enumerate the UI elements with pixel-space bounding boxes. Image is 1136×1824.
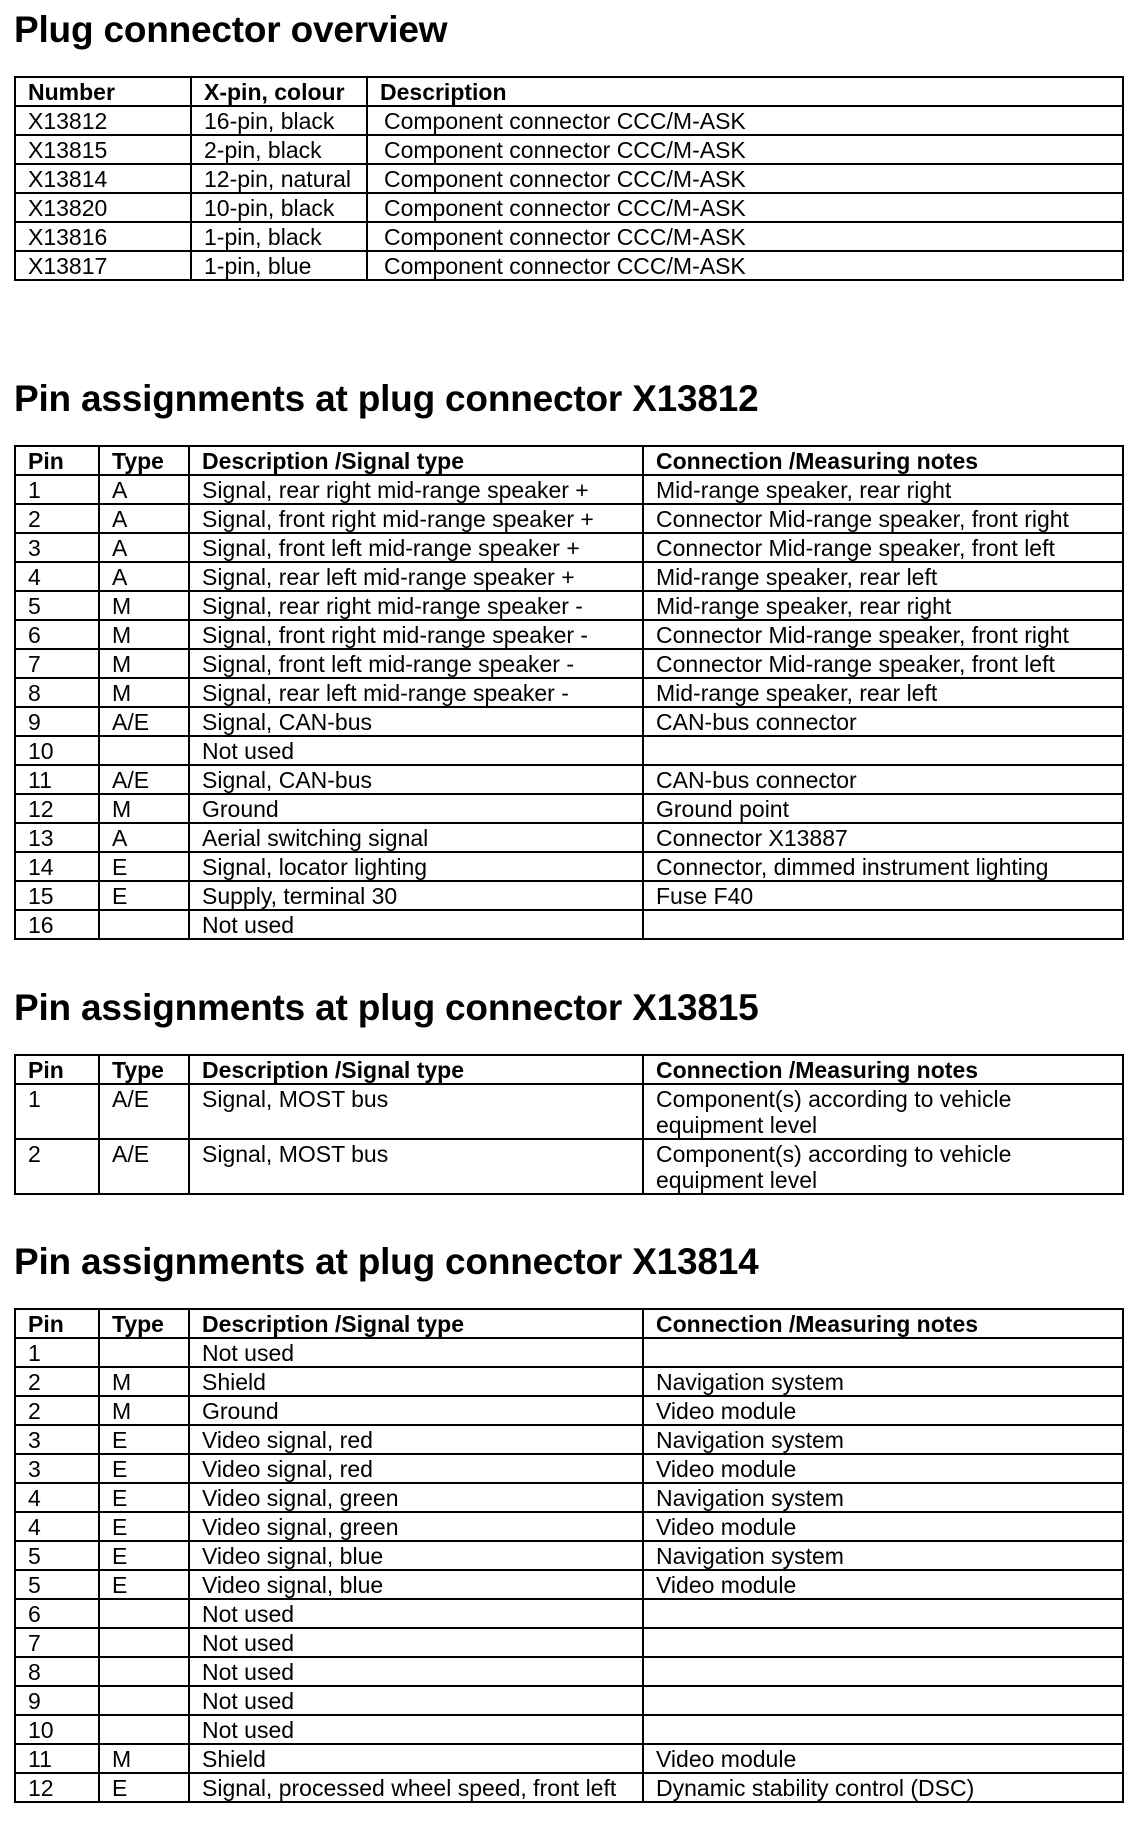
x13812-cell-connection <box>643 736 1123 765</box>
x13814-title: Pin assignments at plug connector X13814 <box>14 1241 759 1282</box>
x13815-row-2 <box>15 1139 1123 1194</box>
x13812-cell-description: Signal, CAN-bus <box>189 707 643 736</box>
x13812-cell-description: Signal, front right mid-range speaker - <box>189 620 643 649</box>
x13814-cell-type: E <box>99 1483 189 1512</box>
x13814-cell-description: Shield <box>189 1744 643 1773</box>
x13812-cell-type: M <box>99 591 189 620</box>
x13812-cell-type: A <box>99 475 189 504</box>
overview-cell-xpin: 16-pin, black <box>191 106 367 135</box>
x13812-cell-pin: 12 <box>15 794 99 823</box>
x13812-cell-description: Supply, terminal 30 <box>189 881 643 910</box>
x13814-cell-description: Video signal, green <box>189 1483 643 1512</box>
x13812-cell-pin: 11 <box>15 765 99 794</box>
x13814-row-3 <box>15 1396 1123 1425</box>
x13814-cell-connection: Navigation system <box>643 1483 1123 1512</box>
x13814-cell-pin: 10 <box>15 1715 99 1744</box>
x13812-cell-type: M <box>99 620 189 649</box>
x13812-cell-pin: 2 <box>15 504 99 533</box>
x13812-cell-pin: 5 <box>15 591 99 620</box>
x13814-row-6 <box>15 1483 1123 1512</box>
x13815-cell-description: Signal, MOST bus <box>189 1139 643 1194</box>
x13814-header-row <box>15 1309 1123 1338</box>
overview-cell-number: X13816 <box>15 222 191 251</box>
x13814-cell-description: Video signal, blue <box>189 1541 643 1570</box>
x13814-cell-connection <box>643 1715 1123 1744</box>
x13812-cell-pin: 6 <box>15 620 99 649</box>
x13814-cell-connection <box>643 1599 1123 1628</box>
x13812-cell-pin: 13 <box>15 823 99 852</box>
x13814-cell-type: E <box>99 1425 189 1454</box>
x13812-table <box>14 445 1124 940</box>
x13814-row-16 <box>15 1773 1123 1802</box>
x13812-cell-description: Not used <box>189 910 643 939</box>
x13812-cell-connection: Connector Mid-range speaker, front left <box>643 533 1123 562</box>
x13814-cell-description: Not used <box>189 1338 643 1367</box>
x13814-row-8 <box>15 1541 1123 1570</box>
x13812-header-row <box>15 446 1123 475</box>
x13812-cell-type: A/E <box>99 765 189 794</box>
x13812-cell-type <box>99 910 189 939</box>
x13814-cell-type <box>99 1338 189 1367</box>
x13814-cell-connection <box>643 1338 1123 1367</box>
x13814-cell-description: Video signal, red <box>189 1425 643 1454</box>
overview-row-1 <box>15 106 1123 135</box>
x13812-cell-connection: Connector Mid-range speaker, front right <box>643 620 1123 649</box>
x13815-header-type: Type <box>99 1055 189 1084</box>
x13814-cell-connection: Navigation system <box>643 1367 1123 1396</box>
x13814-cell-type <box>99 1715 189 1744</box>
x13814-cell-pin: 9 <box>15 1686 99 1715</box>
x13814-cell-pin: 5 <box>15 1570 99 1599</box>
x13814-cell-connection: Video module <box>643 1454 1123 1483</box>
x13812-table-body <box>15 475 1123 939</box>
overview-row-4 <box>15 193 1123 222</box>
x13814-cell-description: Video signal, red <box>189 1454 643 1483</box>
x13814-cell-type: E <box>99 1512 189 1541</box>
x13812-cell-connection: Mid-range speaker, rear right <box>643 475 1123 504</box>
x13812-cell-description: Signal, locator lighting <box>189 852 643 881</box>
x13812-cell-pin: 1 <box>15 475 99 504</box>
x13812-row-3 <box>15 533 1123 562</box>
x13815-table-body <box>15 1084 1123 1194</box>
x13812-cell-description: Ground <box>189 794 643 823</box>
x13812-row-5 <box>15 591 1123 620</box>
x13814-row-7 <box>15 1512 1123 1541</box>
x13812-header-type: Type <box>99 446 189 475</box>
x13814-cell-connection: Video module <box>643 1512 1123 1541</box>
overview-cell-number: X13814 <box>15 164 191 193</box>
x13814-cell-connection: Dynamic stability control (DSC) <box>643 1773 1123 1802</box>
overview-title: Plug connector overview <box>14 9 448 50</box>
x13814-cell-description: Not used <box>189 1715 643 1744</box>
x13814-cell-connection: Navigation system <box>643 1425 1123 1454</box>
x13812-cell-type: E <box>99 881 189 910</box>
x13814-cell-description: Ground <box>189 1396 643 1425</box>
x13812-cell-description: Signal, CAN-bus <box>189 765 643 794</box>
x13814-table-body <box>15 1338 1123 1802</box>
x13814-header-connection: Connection /Measuring notes <box>643 1309 1123 1338</box>
x13814-cell-description: Signal, processed wheel speed, front left <box>189 1773 643 1802</box>
overview-cell-description: Component connector CCC/M-ASK <box>367 164 1123 193</box>
overview-cell-description: Component connector CCC/M-ASK <box>367 251 1123 280</box>
x13812-cell-pin: 15 <box>15 881 99 910</box>
x13812-row-12 <box>15 794 1123 823</box>
x13812-row-9 <box>15 707 1123 736</box>
overview-cell-xpin: 10-pin, black <box>191 193 367 222</box>
x13812-cell-pin: 7 <box>15 649 99 678</box>
x13812-cell-connection: Mid-range speaker, rear left <box>643 678 1123 707</box>
x13812-cell-type: A <box>99 533 189 562</box>
x13812-cell-connection: CAN-bus connector <box>643 707 1123 736</box>
x13814-cell-pin: 3 <box>15 1454 99 1483</box>
x13812-row-6 <box>15 620 1123 649</box>
overview-header-number: Number <box>15 77 191 106</box>
overview-cell-number: X13812 <box>15 106 191 135</box>
x13815-cell-pin: 1 <box>15 1084 99 1139</box>
x13814-cell-description: Not used <box>189 1628 643 1657</box>
x13812-cell-type: A <box>99 562 189 591</box>
x13812-cell-pin: 10 <box>15 736 99 765</box>
x13814-cell-type: E <box>99 1570 189 1599</box>
overview-cell-description: Component connector CCC/M-ASK <box>367 222 1123 251</box>
x13812-cell-connection: Fuse F40 <box>643 881 1123 910</box>
x13814-cell-type: E <box>99 1454 189 1483</box>
overview-cell-number: X13820 <box>15 193 191 222</box>
x13812-title: Pin assignments at plug connector X13812 <box>14 378 759 419</box>
x13814-cell-pin: 3 <box>15 1425 99 1454</box>
x13814-cell-type <box>99 1599 189 1628</box>
x13814-row-10 <box>15 1599 1123 1628</box>
x13812-cell-description: Signal, rear left mid-range speaker - <box>189 678 643 707</box>
x13814-cell-connection: Navigation system <box>643 1541 1123 1570</box>
x13814-cell-type: M <box>99 1744 189 1773</box>
x13812-cell-type: M <box>99 649 189 678</box>
overview-cell-description: Component connector CCC/M-ASK <box>367 135 1123 164</box>
x13812-cell-pin: 3 <box>15 533 99 562</box>
x13812-cell-connection <box>643 910 1123 939</box>
x13815-cell-type: A/E <box>99 1139 189 1194</box>
x13812-cell-description: Not used <box>189 736 643 765</box>
overview-header-row <box>15 77 1123 106</box>
x13812-cell-connection: CAN-bus connector <box>643 765 1123 794</box>
x13814-cell-connection <box>643 1628 1123 1657</box>
x13814-row-13 <box>15 1686 1123 1715</box>
x13814-row-15 <box>15 1744 1123 1773</box>
x13814-cell-description: Video signal, blue <box>189 1570 643 1599</box>
x13812-cell-pin: 4 <box>15 562 99 591</box>
x13814-cell-pin: 1 <box>15 1338 99 1367</box>
x13812-row-8 <box>15 678 1123 707</box>
x13814-row-14 <box>15 1715 1123 1744</box>
x13814-cell-description: Not used <box>189 1657 643 1686</box>
x13814-cell-description: Video signal, green <box>189 1512 643 1541</box>
overview-header-xpin: X-pin, colour <box>191 77 367 106</box>
x13814-header-description: Description /Signal type <box>189 1309 643 1338</box>
x13815-cell-description: Signal, MOST bus <box>189 1084 643 1139</box>
overview-table <box>14 76 1124 281</box>
x13812-cell-connection: Mid-range speaker, rear left <box>643 562 1123 591</box>
overview-cell-xpin: 1-pin, black <box>191 222 367 251</box>
x13814-cell-type: M <box>99 1367 189 1396</box>
x13815-header-row <box>15 1055 1123 1084</box>
overview-row-6 <box>15 251 1123 280</box>
x13814-row-5 <box>15 1454 1123 1483</box>
x13814-row-11 <box>15 1628 1123 1657</box>
x13815-header-pin: Pin <box>15 1055 99 1084</box>
x13812-header-connection: Connection /Measuring notes <box>643 446 1123 475</box>
x13812-row-2 <box>15 504 1123 533</box>
x13812-cell-pin: 14 <box>15 852 99 881</box>
x13812-cell-connection: Connector Mid-range speaker, front right <box>643 504 1123 533</box>
x13814-cell-pin: 11 <box>15 1744 99 1773</box>
x13814-cell-pin: 12 <box>15 1773 99 1802</box>
x13812-cell-description: Signal, front left mid-range speaker + <box>189 533 643 562</box>
overview-cell-description: Component connector CCC/M-ASK <box>367 193 1123 222</box>
overview-row-5 <box>15 222 1123 251</box>
x13812-cell-description: Signal, front left mid-range speaker - <box>189 649 643 678</box>
x13815-cell-connection: Component(s) according to vehicle equipment level <box>643 1084 1123 1139</box>
x13814-row-12 <box>15 1657 1123 1686</box>
x13814-cell-type <box>99 1686 189 1715</box>
x13814-cell-pin: 5 <box>15 1541 99 1570</box>
x13814-cell-type: M <box>99 1396 189 1425</box>
x13812-row-11 <box>15 765 1123 794</box>
x13814-cell-pin: 8 <box>15 1657 99 1686</box>
x13814-cell-pin: 4 <box>15 1512 99 1541</box>
x13812-cell-pin: 8 <box>15 678 99 707</box>
x13815-table <box>14 1054 1124 1195</box>
x13814-cell-pin: 7 <box>15 1628 99 1657</box>
x13815-header-connection: Connection /Measuring notes <box>643 1055 1123 1084</box>
x13814-cell-connection: Video module <box>643 1570 1123 1599</box>
x13814-row-9 <box>15 1570 1123 1599</box>
x13814-cell-type: E <box>99 1541 189 1570</box>
x13812-row-15 <box>15 881 1123 910</box>
x13812-cell-pin: 16 <box>15 910 99 939</box>
x13814-cell-type <box>99 1657 189 1686</box>
x13812-cell-connection: Connector, dimmed instrument lighting <box>643 852 1123 881</box>
x13812-cell-type: E <box>99 852 189 881</box>
x13814-header-type: Type <box>99 1309 189 1338</box>
x13814-cell-type: E <box>99 1773 189 1802</box>
overview-header-description: Description <box>367 77 1123 106</box>
x13812-row-1 <box>15 475 1123 504</box>
overview-row-3 <box>15 164 1123 193</box>
x13814-cell-type <box>99 1628 189 1657</box>
x13815-title: Pin assignments at plug connector X13815 <box>14 987 759 1028</box>
overview-cell-description: Component connector CCC/M-ASK <box>367 106 1123 135</box>
x13814-cell-pin: 2 <box>15 1396 99 1425</box>
x13812-cell-type: A/E <box>99 707 189 736</box>
x13814-cell-connection <box>643 1657 1123 1686</box>
x13812-cell-description: Signal, rear left mid-range speaker + <box>189 562 643 591</box>
x13812-cell-connection: Connector X13887 <box>643 823 1123 852</box>
x13815-cell-pin: 2 <box>15 1139 99 1194</box>
x13815-row-1 <box>15 1084 1123 1139</box>
x13812-cell-type <box>99 736 189 765</box>
x13812-cell-description: Signal, rear right mid-range speaker + <box>189 475 643 504</box>
x13812-header-description: Description /Signal type <box>189 446 643 475</box>
x13812-row-14 <box>15 852 1123 881</box>
x13815-cell-connection: Component(s) according to vehicle equipment level <box>643 1139 1123 1194</box>
x13815-cell-type: A/E <box>99 1084 189 1139</box>
x13812-row-13 <box>15 823 1123 852</box>
x13814-cell-description: Not used <box>189 1599 643 1628</box>
x13812-cell-type: A <box>99 823 189 852</box>
x13812-row-7 <box>15 649 1123 678</box>
x13814-row-4 <box>15 1425 1123 1454</box>
x13814-cell-pin: 6 <box>15 1599 99 1628</box>
x13812-header-pin: Pin <box>15 446 99 475</box>
x13812-row-16 <box>15 910 1123 939</box>
overview-row-2 <box>15 135 1123 164</box>
x13812-cell-connection: Ground point <box>643 794 1123 823</box>
overview-cell-xpin: 12-pin, natural <box>191 164 367 193</box>
x13814-cell-description: Not used <box>189 1686 643 1715</box>
x13812-cell-description: Signal, front right mid-range speaker + <box>189 504 643 533</box>
overview-cell-number: X13815 <box>15 135 191 164</box>
x13814-cell-pin: 2 <box>15 1367 99 1396</box>
x13812-cell-type: M <box>99 678 189 707</box>
x13812-cell-description: Aerial switching signal <box>189 823 643 852</box>
x13814-cell-pin: 4 <box>15 1483 99 1512</box>
x13812-cell-connection: Mid-range speaker, rear right <box>643 591 1123 620</box>
x13814-header-pin: Pin <box>15 1309 99 1338</box>
x13812-cell-pin: 9 <box>15 707 99 736</box>
overview-table-body <box>15 106 1123 280</box>
x13814-row-2 <box>15 1367 1123 1396</box>
x13812-cell-type: A <box>99 504 189 533</box>
x13815-header-description: Description /Signal type <box>189 1055 643 1084</box>
x13814-cell-connection <box>643 1686 1123 1715</box>
x13814-cell-description: Shield <box>189 1367 643 1396</box>
x13814-cell-connection: Video module <box>643 1396 1123 1425</box>
x13812-cell-description: Signal, rear right mid-range speaker - <box>189 591 643 620</box>
overview-cell-number: X13817 <box>15 251 191 280</box>
x13814-cell-connection: Video module <box>643 1744 1123 1773</box>
x13814-row-1 <box>15 1338 1123 1367</box>
overview-cell-xpin: 1-pin, blue <box>191 251 367 280</box>
x13812-row-10 <box>15 736 1123 765</box>
x13812-row-4 <box>15 562 1123 591</box>
x13812-cell-type: M <box>99 794 189 823</box>
overview-cell-xpin: 2-pin, black <box>191 135 367 164</box>
x13812-cell-connection: Connector Mid-range speaker, front left <box>643 649 1123 678</box>
x13814-table <box>14 1308 1124 1803</box>
